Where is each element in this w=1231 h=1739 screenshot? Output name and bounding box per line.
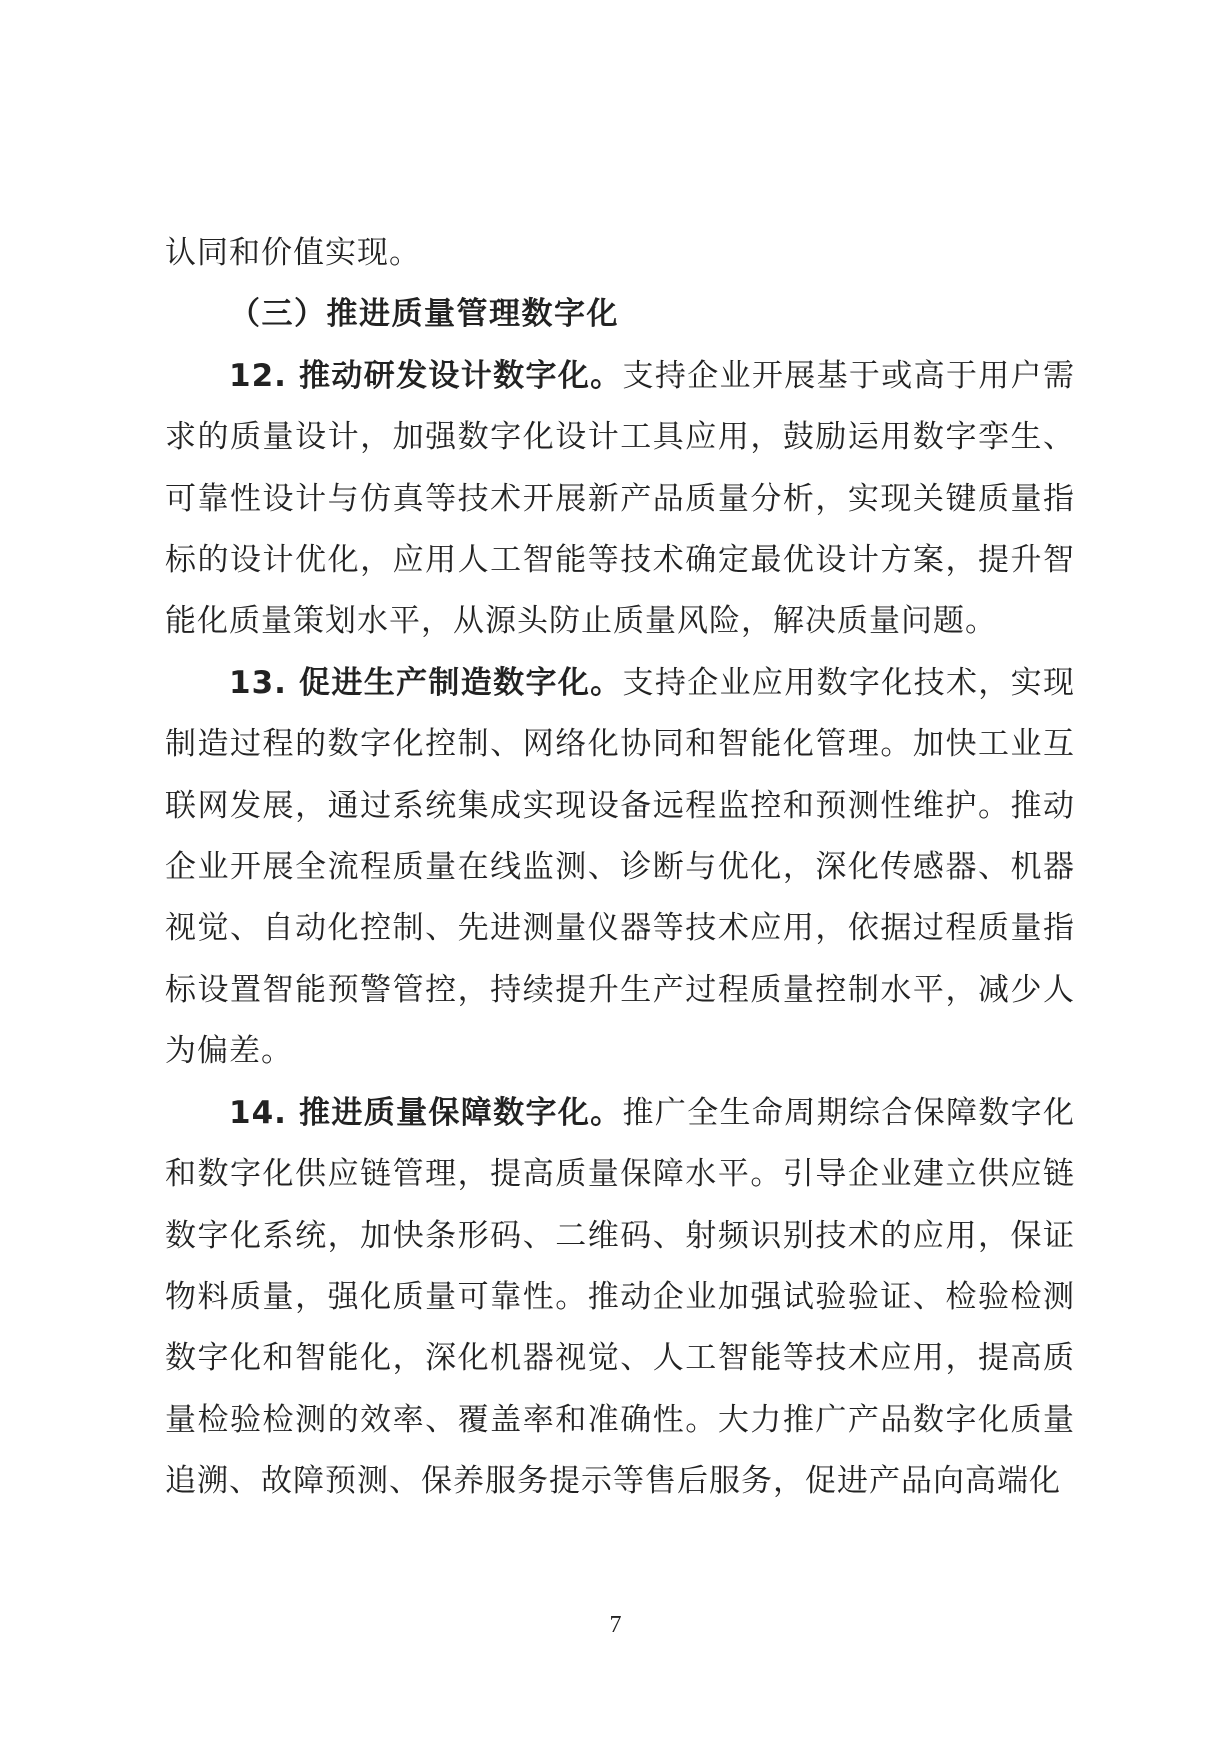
continuation-paragraph: 认同和价值实现。 <box>165 235 421 271</box>
page-number: 7 <box>609 1612 622 1638</box>
document-body <box>165 223 1075 1513</box>
item-paragraph-12 <box>165 346 1075 653</box>
item-body-14: 推广全生命周期综合保障数字化和数字化供应链管理，提高质量保障水平。引导企业建立供应链数字化系统，加快条形码、二维码、射频识别技术的应用，保证物料质量，强化质量可靠性。推动企业加强试验验证、检验检测数字化和智能化，深化机器视觉、人工智能等技术应用，提高质量检验检测的效率、覆盖率和准确性。大力推广产品数字化质量追溯、故障预测、保养服务提示等售后服务，促进产品向高端化 <box>165 1094 1075 1500</box>
item-paragraph-14 <box>165 1083 1075 1513</box>
item-heading-14: 14. 推进质量保障数字化。 <box>229 1094 623 1131</box>
item-heading-13: 13. 促进生产制造数字化。 <box>229 664 623 701</box>
item-paragraph-13 <box>165 653 1075 1083</box>
item-heading-12: 12. 推动研发设计数字化。 <box>229 357 623 394</box>
section-heading: （三）推进质量管理数字化 <box>229 296 619 333</box>
item-body-13: 支持企业应用数字化技术，实现制造过程的数字化控制、网络化协同和智能化管理。加快工业互联网发展，通过系统集成实现设备远程监控和预测性维护。推动企业开展全流程质量在线监测、诊断与优化，深化传感器、机器视觉、自动化控制、先进测量仪器等技术应用，依据过程质量指标设置智能预警管控，持续提升生产过程质量控制水平，减少人为偏差。 <box>165 664 1075 1070</box>
item-body-12: 支持企业开展基于或高于用户需求的质量设计，加强数字化设计工具应用，鼓励运用数字孪生、可靠性设计与仿真等技术开展新产品质量分析，实现关键质量指标的设计优化，应用人工智能等技术确定最优设计方案，提升智能化质量策划水平，从源头防止质量风险，解决质量问题。 <box>165 357 1075 640</box>
